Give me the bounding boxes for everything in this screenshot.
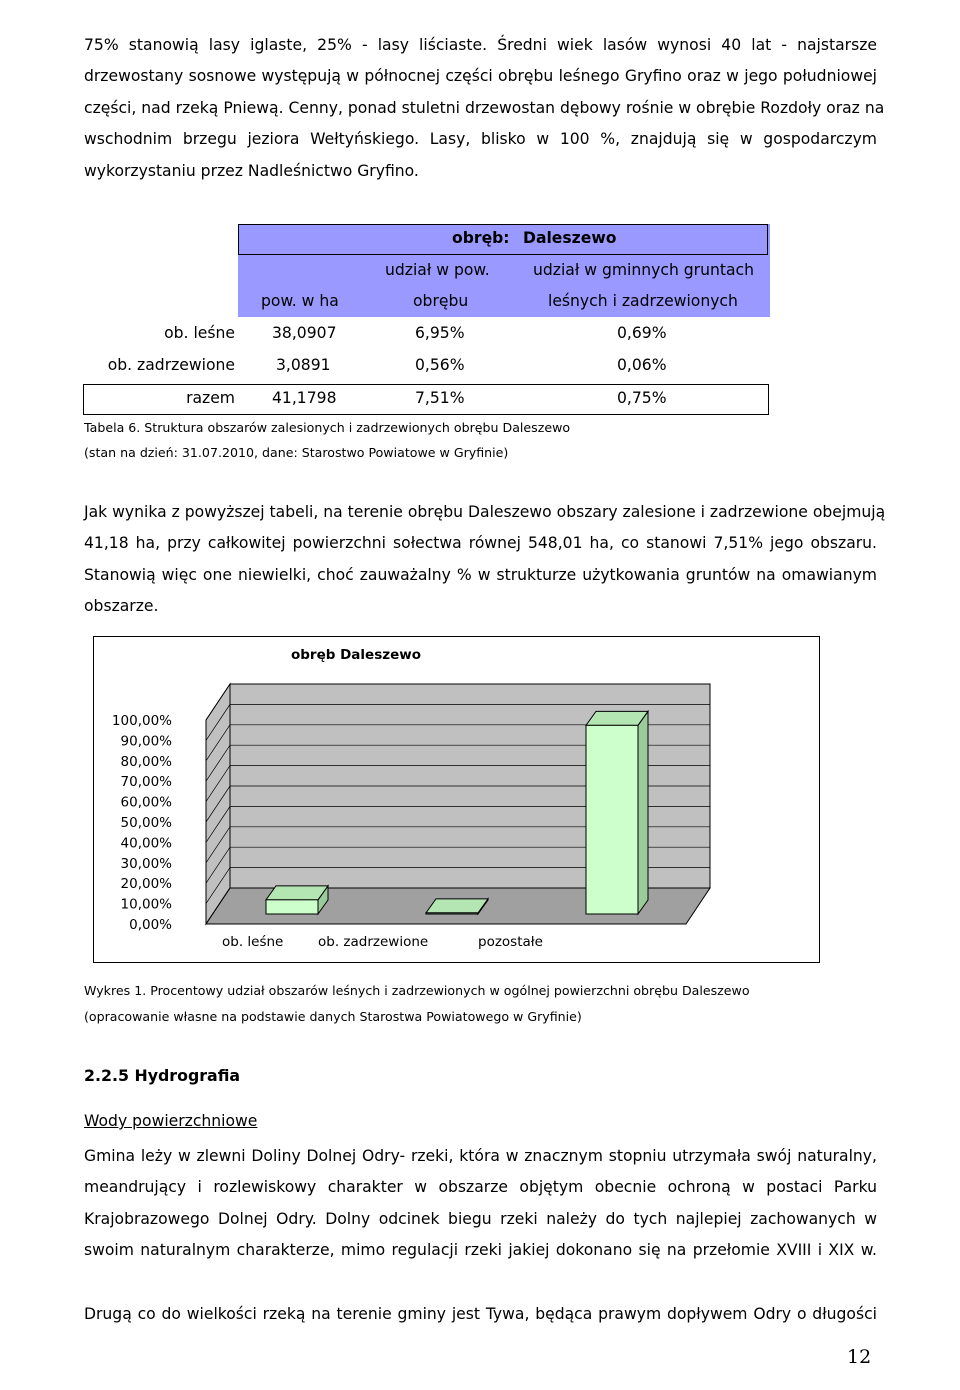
bar-top — [586, 711, 648, 725]
chart-caption-source: (opracowanie własne na podstawie danych Starostwa Powiatowego w Gryfinie) — [84, 1009, 582, 1024]
bar-side — [638, 711, 648, 914]
paragraph-line: drzewostany sosnowe występują w północnej części obrębu leśnego Gryfino oraz w jego południowej — [84, 67, 877, 86]
x-category-label: ob. leśne — [222, 934, 284, 950]
bar — [426, 913, 478, 914]
y-tick-label: 30,00% — [120, 855, 172, 872]
column-header-area: pow. w ha — [261, 292, 339, 310]
paragraph-line: Jak wynika z powyższej tabeli, na terenie obrębu Daleszewo obszary zalesione i zadrzewione obejmują — [84, 503, 886, 521]
chart-canvas — [94, 637, 819, 962]
paragraph-line: wykorzystaniu przez Nadleśnictwo Gryfino. — [84, 161, 419, 180]
bar-top — [266, 886, 328, 900]
x-category-label: pozostałe — [478, 934, 543, 950]
y-tick-label: 80,00% — [120, 753, 172, 770]
column-header-share-1: udział w pow. — [385, 261, 490, 279]
bar — [266, 900, 318, 914]
table-title-name: Daleszewo — [523, 229, 617, 247]
table-cell-forest-share: 0,69% — [617, 324, 667, 342]
summary-paragraph — [84, 497, 886, 623]
table-cell-forest-share: 0,06% — [617, 356, 667, 374]
table-row-label: razem — [186, 389, 235, 407]
y-tick-label: 60,00% — [120, 794, 172, 811]
paragraph-line: obszarze. — [84, 597, 159, 616]
final-paragraph — [84, 1299, 877, 1330]
table-row-label: ob. zadrzewione — [107, 356, 235, 374]
bar-top — [426, 899, 488, 913]
paragraph-line: Gmina leży w zlewni Doliny Dolnej Odry- rzeki, która w znacznym stopniu utrzymała swój naturalny, — [84, 1147, 877, 1165]
table-cell-share: 0,56% — [415, 356, 465, 374]
paragraph-line: meandrujący i rozlewiskowy charakter w obszarze objętym obecnie ochroną w postaci Parku — [84, 1178, 877, 1197]
page-number: 12 — [847, 1346, 872, 1368]
intro-paragraph — [84, 30, 885, 187]
paragraph-line: 41,18 ha, przy całkowitej powierzchni sołectwa równej 548,01 ha, co stanowi 7,51% jego obszaru. — [84, 534, 877, 553]
table-cell-area: 41,1798 — [272, 389, 337, 407]
table-caption: Tabela 6. Struktura obszarów zalesionych i zadrzewionych obrębu Daleszewo — [84, 420, 571, 435]
table-cell-share: 6,95% — [415, 324, 465, 342]
y-tick-label: 40,00% — [120, 835, 172, 852]
column-header-forest-2: leśnych i zadrzewionych — [548, 292, 738, 310]
bar — [586, 725, 638, 914]
table-cell-area: 3,0891 — [276, 356, 331, 374]
y-tick-label: 100,00% — [111, 713, 172, 729]
table-row-label: ob. leśne — [164, 324, 235, 342]
paragraph-line: wschodnim brzegu jeziora Wełtyńskiego. Lasy, blisko w 100 %, znajdują się w gospodarczym — [84, 130, 877, 149]
column-header-forest-1: udział w gminnych gruntach — [533, 261, 754, 279]
paragraph-line: Stanowią więc one niewielki, choć zauważalny % w strukturze użytkowania gruntów na omawianym — [84, 565, 877, 584]
y-tick-label: 20,00% — [120, 876, 172, 893]
paragraph-line: Krajobrazowego Dolnej Odry. Dolny odcinek biegu rzeki należy do tych najlepiej zachowanych w — [84, 1209, 877, 1228]
table-title-prefix: obręb: — [452, 229, 510, 247]
paragraph-line: Drugą co do wielkości rzeką na terenie gminy jest Tywa, będąca prawym dopływem Odry o długości — [84, 1305, 877, 1323]
paragraph-line: 75% stanowią lasy iglaste, 25% - lasy liściaste. Średni wiek lasów wynosi 40 lat - najstarsze — [84, 36, 877, 54]
y-tick-label: 10,00% — [120, 896, 172, 913]
y-tick-label: 50,00% — [120, 815, 172, 831]
column-header-share-2: obrębu — [413, 292, 469, 310]
paragraph-line: swoim naturalnym charakterze, mimo regulacji rzeki jakiej dokonano się na przełomie XVIII i XIX w. — [84, 1241, 877, 1260]
chart-caption: Wykres 1. Procentowy udział obszarów leśnych i zadrzewionych w ogólnej powierzchni obrębu Daleszewo — [84, 983, 750, 998]
area-table — [83, 221, 771, 417]
y-tick-label: 90,00% — [120, 733, 172, 750]
section-heading: 2.2.5 Hydrografia — [84, 1066, 241, 1085]
bar-chart — [93, 636, 820, 963]
chart-title: obręb Daleszewo — [290, 647, 422, 663]
table-cell-forest-share: 0,75% — [617, 389, 667, 407]
table-cell-share: 7,51% — [415, 389, 465, 407]
subsection-heading: Wody powierzchniowe — [84, 1112, 258, 1130]
table-caption-source: (stan na dzień: 31.07.2010, dane: Starostwo Powiatowe w Gryfinie) — [84, 445, 509, 460]
hydro-paragraph — [84, 1141, 877, 1267]
paragraph-line: części, nad rzeką Pniewą. Cenny, ponad stuletni drzewostan dębowy rośnie w obrębie Rozdoły oraz na — [84, 98, 885, 117]
y-tick-label: 70,00% — [120, 774, 172, 791]
x-category-label: ob. zadrzewione — [318, 934, 429, 950]
y-tick-label: 0,00% — [129, 917, 172, 933]
table-cell-area: 38,0907 — [272, 324, 337, 342]
